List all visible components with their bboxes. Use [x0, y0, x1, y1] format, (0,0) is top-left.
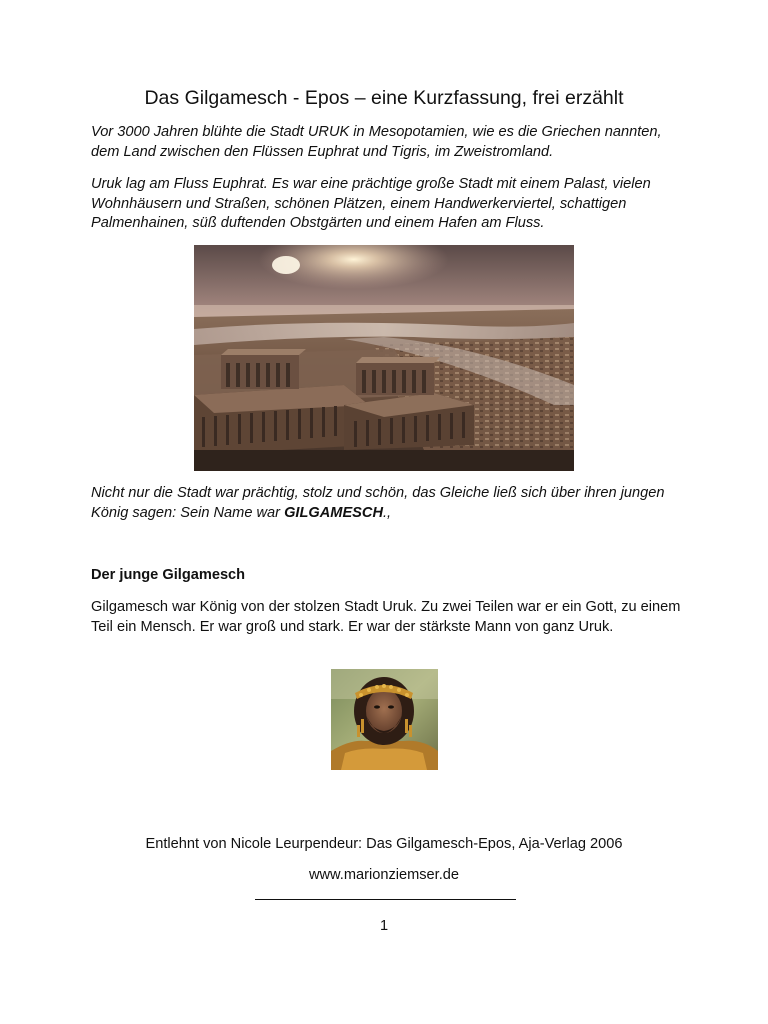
page-number: 1	[379, 918, 389, 934]
document-title: Das Gilgamesch - Epos – eine Kurzfassung, frei erzählt	[144, 87, 624, 109]
king-paragraph-end: .,	[383, 504, 392, 521]
intro-paragraph-1: Vor 3000 Jahren blühte die Stadt URUK in Mesopotamien, wie es die Griechen nannten, dem Land zwischen den Flüssen Euphrat und Tigris, im Zweistromland.	[91, 124, 662, 160]
source-credit: Entlehnt von Nicole Leurpendeur: Das Gilgamesch-Epos, Aja-Verlag 2006	[145, 836, 623, 852]
section-heading: Der junge Gilgamesch	[91, 567, 246, 583]
king-paragraph	[91, 484, 691, 523]
king-name: GILGAMESCH	[284, 504, 383, 521]
king-paragraph-text: Nicht nur die Stadt war prächtig, stolz und schön, das Gleiche ließ sich über ihren jungen König sagen: Sein Name war	[91, 485, 665, 521]
intro-paragraph-2: Uruk lag am Fluss Euphrat. Es war eine prächtige große Stadt mit einem Palast, vielen Wohnhäusern und Straßen, schönen Plätzen, einem Handwerkerviertel, schattigen Palmenhainen, süß duftenden Obstgärten und einem Hafen am Fluss.	[91, 176, 651, 231]
gilgamesch-portrait	[331, 669, 438, 770]
uruk-city-illustration	[194, 245, 574, 471]
footer-divider	[255, 899, 516, 900]
section-paragraph: Gilgamesch war König von der stolzen Stadt Uruk. Zu zwei Teilen war er ein Gott, zu einem Teil ein Mensch. Er war groß und stark. Er war der stärkste Mann von ganz Uruk.	[91, 599, 681, 635]
website-url: www.marionziemser.de	[308, 867, 460, 883]
